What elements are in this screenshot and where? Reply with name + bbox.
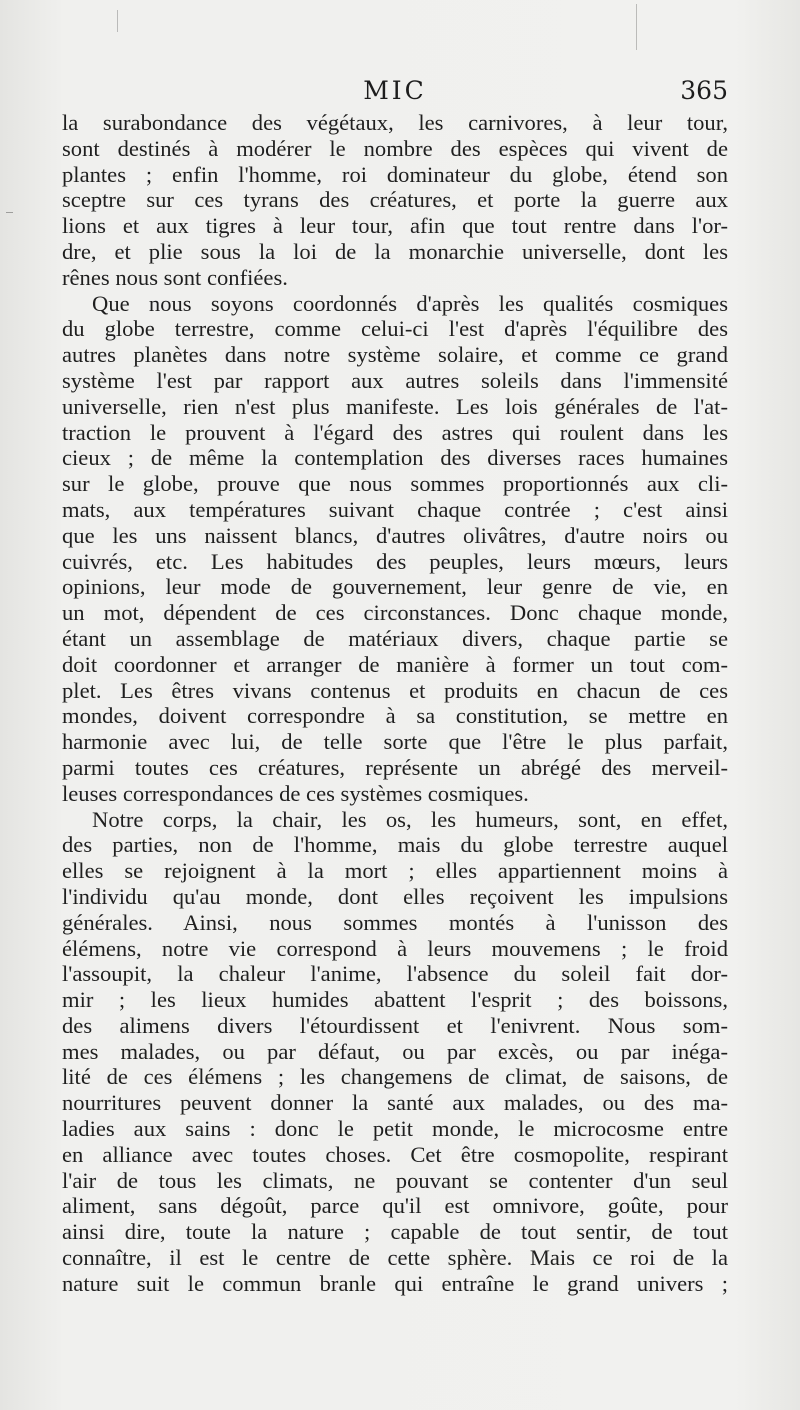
running-title: MIC bbox=[363, 76, 427, 105]
text-line: mats, aux températures suivant chaque contrée ; c'est ainsi bbox=[62, 496, 728, 522]
text-line: plantes ; enfin l'homme, roi dominateur du globe, étend son bbox=[62, 161, 728, 187]
text-line: du globe terrestre, comme celui-ci l'est d'après l'équilibre des bbox=[62, 316, 728, 342]
text-line: sur le globe, prouve que nous sommes proportionnés aux cli- bbox=[62, 471, 728, 497]
text-line: générales. Ainsi, nous sommes montés à l'unisson des bbox=[62, 909, 728, 935]
text-line: opinions, leur mode de gouvernement, leur genre de vie, en bbox=[62, 574, 728, 600]
text-line: système l'est par rapport aux autres soleils dans l'immensité bbox=[62, 367, 728, 393]
scan-mark bbox=[6, 212, 13, 213]
text-line: ainsi dire, toute la nature ; capable de tout sentir, de tout bbox=[62, 1219, 728, 1245]
text-line: doit coordonner et arranger de manière à former un tout com- bbox=[62, 651, 728, 677]
text-line: autres planètes dans notre système solaire, et comme ce grand bbox=[62, 342, 728, 368]
paragraph-first-line: Notre corps, la chair, les os, les humeurs, sont, en effet, bbox=[92, 806, 728, 832]
paragraph-first-line: Que nous soyons coordonnés d'après les qualités cosmiques bbox=[92, 290, 728, 316]
text-line: plet. Les êtres vivans contenus et produits en chacun de ces bbox=[62, 677, 728, 703]
text-line: connaître, il est le centre de cette sphère. Mais ce roi de la bbox=[62, 1245, 728, 1271]
text-line: aliment, sans dégoût, parce qu'il est omnivore, goûte, pour bbox=[62, 1193, 728, 1219]
text-line: étant un assemblage de matériaux divers, chaque partie se bbox=[62, 625, 728, 651]
text-line: élémens, notre vie correspond à leurs mouvemens ; le froid bbox=[62, 935, 728, 961]
scan-mark bbox=[636, 4, 637, 50]
text-line: elles se rejoignent à la mort ; elles appartiennent moins à bbox=[62, 858, 728, 884]
text-line: la surabondance des végétaux, les carnivores, à leur tour, bbox=[62, 110, 728, 135]
text-line: universelle, rien n'est plus manifeste. Les lois générales de l'at- bbox=[62, 393, 728, 419]
text-line: mondes, doivent correspondre à sa constitution, se mettre en bbox=[62, 703, 728, 729]
text-line: des alimens divers l'étourdissent et l'enivrent. Nous som- bbox=[62, 1012, 728, 1038]
text-line: sceptre sur ces tyrans des créatures, et porte la guerre aux bbox=[62, 187, 728, 213]
text-line: l'air de tous les climats, ne pouvant se contenter d'un seul bbox=[62, 1167, 728, 1193]
text-line: dre, et plie sous la loi de la monarchie universelle, dont les bbox=[62, 238, 728, 264]
body-text bbox=[62, 110, 728, 1297]
scan-mark bbox=[117, 10, 118, 32]
text-line: cieux ; de même la contemplation des diverses races humaines bbox=[62, 445, 728, 471]
text-line: harmonie avec lui, de telle sorte que l'être le plus parfait, bbox=[62, 729, 728, 755]
text-line: nature suit le commun branle qui entraîne le grand univers ; bbox=[62, 1270, 728, 1296]
text-line: l'individu qu'au monde, dont elles reçoivent les impulsions bbox=[62, 883, 728, 909]
text-line: sont destinés à modérer le nombre des espèces qui vivent de bbox=[62, 135, 728, 161]
text-line: nourritures peuvent donner la santé aux malades, ou des ma- bbox=[62, 1090, 728, 1116]
text-line: lité de ces élémens ; les changemens de climat, de saisons, de bbox=[62, 1064, 728, 1090]
text-line: l'assoupit, la chaleur l'anime, l'absence du soleil fait dor- bbox=[62, 961, 728, 987]
page-number: 365 bbox=[680, 76, 728, 105]
text-line: lions et aux tigres à leur tour, afin que tout rentre dans l'or- bbox=[62, 213, 728, 239]
text-line: cuivrés, etc. Les habitudes des peuples, leurs mœurs, leurs bbox=[62, 548, 728, 574]
text-line: mir ; les lieux humides abattent l'esprit ; des boissons, bbox=[62, 987, 728, 1013]
text-line: mes malades, ou par défaut, ou par excès, ou par inéga- bbox=[62, 1038, 728, 1064]
text-line: des parties, non de l'homme, mais du globe terrestre auquel bbox=[62, 832, 728, 858]
text-line: leuses correspondances de ces systèmes cosmiques. bbox=[62, 780, 529, 806]
text-line: que les uns naissent blancs, d'autres olivâtres, d'autre noirs ou bbox=[62, 522, 728, 548]
running-head bbox=[62, 76, 728, 106]
text-line: rênes nous sont confiées. bbox=[62, 264, 288, 290]
text-line: traction le prouvent à l'égard des astres qui roulent dans les bbox=[62, 419, 728, 445]
text-line: un mot, dépendent de ces circonstances. Donc chaque monde, bbox=[62, 600, 728, 626]
text-line: parmi toutes ces créatures, représente un abrégé des merveil- bbox=[62, 754, 728, 780]
text-line: ladies aux sains : donc le petit monde, le microcosme entre bbox=[62, 1116, 728, 1142]
text-line: en alliance avec toutes choses. Cet être cosmopolite, respirant bbox=[62, 1141, 728, 1167]
